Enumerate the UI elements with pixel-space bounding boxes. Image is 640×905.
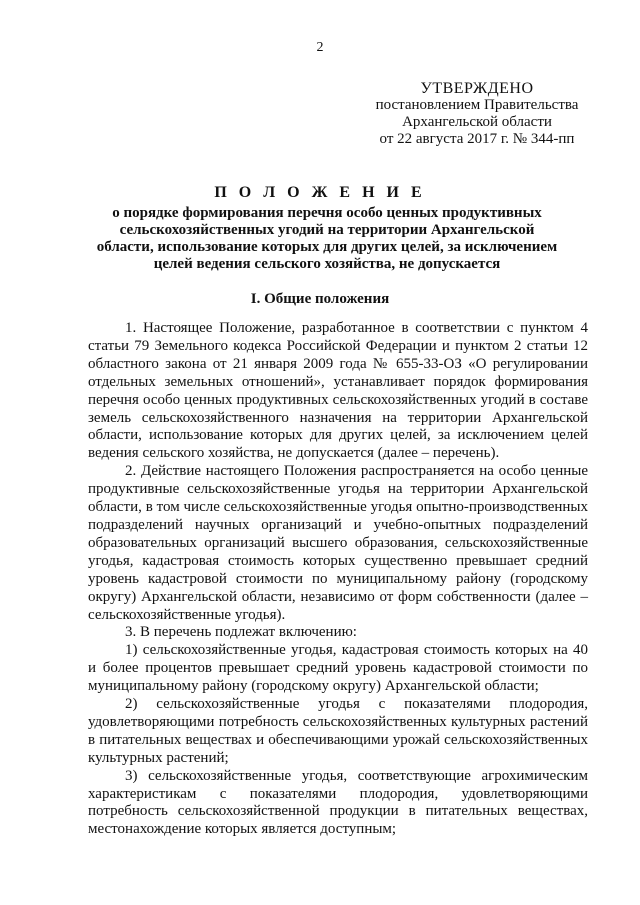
section-heading: I. Общие положения — [250, 291, 390, 307]
approval-heading: УТВЕРЖДЕНО — [420, 80, 534, 97]
list-item: 2) сельскохозяйственные угодья с показателями плодородия, удовлетворяющими потребность сельскохозяйственных культурных растений в питательных веществах и обеспечивающими урожай сельскохозяйственных культурных растений; — [88, 696, 588, 766]
document-subtitle: о порядке формирования перечня особо ценных продуктивных сельскохозяйственных угодий на территории Архангельской области, использование которых для других целей, за исключением целей ведения сельского хозяйства, не допускается — [96, 205, 558, 272]
document-title: П О Л О Ж Е Н И Е — [214, 184, 426, 201]
approval-date-line: от 22 августа 2017 г. № 344-пп — [379, 131, 575, 147]
list-item: 3) сельскохозяйственные угодья, соответствующие агрохимическим характеристикам с показателями плодородия, удовлетворяющими потребность сельскохозяйственной продукции в питательных веществах, местонахождение которых является доступным; — [88, 767, 588, 838]
approval-line: Архангельской области — [402, 114, 552, 130]
document-body — [88, 320, 588, 839]
paragraph: 2. Действие настоящего Положения распространяется на особо ценные продуктивные сельскохозяйственные угодья на территории Архангельской области, в том числе сельскохозяйственные угодья опытно-производственных подразделений научных организаций и учебно-опытных подразделений образовательных организаций высшего образования, сельскохозяйственные угодья, кадастровая стоимость которых существенно превышает средний уровень кадастровой стоимости по муниципальному району (городскому округу) Архангельской области, независимо от форм собственности (далее – сельскохозяйственные угодья). — [88, 463, 588, 623]
paragraph: 3. В перечень подлежат включению: — [125, 624, 357, 641]
page-number: 2 — [316, 40, 324, 55]
paragraph: 1. Настоящее Положение, разработанное в соответствии с пунктом 4 статьи 79 Земельного кодекса Российской Федерации и пунктом 2 статьи 12 областного закона от 21 января 2009 года № 655-33-ОЗ «О регулировании отдельных земельных отношений», устанавливает порядок формирования перечня особо ценных продуктивных сельскохозяйственных угодий в составе земель сельскохозяйственного назначения на территории Архангельской области, использование которых для других целей, за исключением целей ведения сельского хозяйства, не допускается (далее – перечень). — [88, 320, 588, 462]
approval-block — [362, 80, 592, 148]
list-item: 1) сельскохозяйственные угодья, кадастровая стоимость которых на 40 и более процентов превышает средний уровень кадастровой стоимости по муниципальному району (городскому округу) Архангельской области; — [88, 642, 588, 695]
approval-line: постановлением Правительства — [375, 97, 579, 113]
